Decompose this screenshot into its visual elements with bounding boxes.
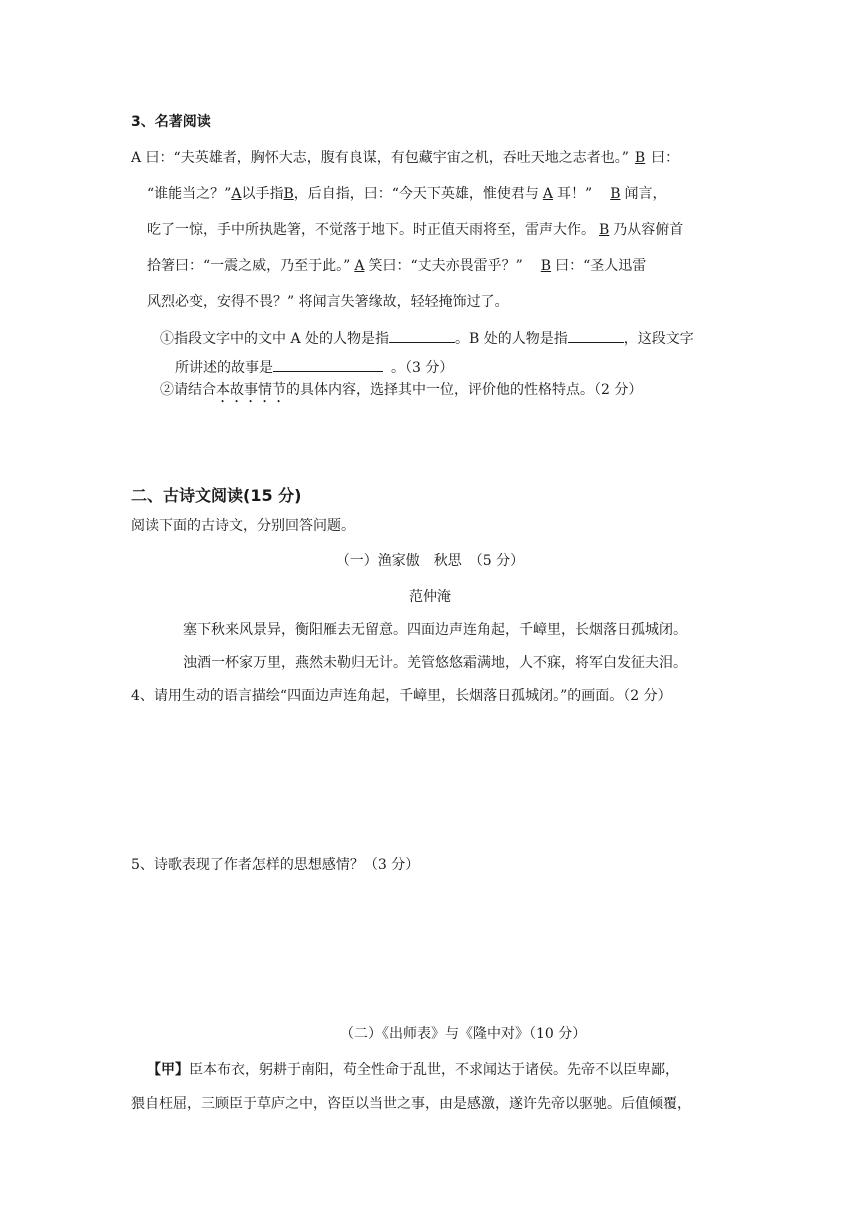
section-2-heading: 二、古诗文阅读(15 分) <box>131 486 302 505</box>
q3-passage-text: 曰：“圣人迅雷 <box>555 258 647 274</box>
jia-text: 臣本布衣，躬耕于南阳，苟全性命于乱世，不求闻达于诸侯。先帝不以臣卑鄙， <box>189 1062 679 1078</box>
q3-subquestion-1-cont <box>175 357 453 378</box>
q3-sub1-text: 。（3 分） <box>391 360 454 376</box>
passage-jia-line-1 <box>147 1060 679 1080</box>
q3-passage-text: 吃了一惊，手中所执匙箸，不觉落于地下。时正值天雨将至，雷声大作。 <box>147 222 595 238</box>
q3-subquestion-1 <box>160 328 694 349</box>
poem-author: 范仲淹 <box>409 589 451 605</box>
answer-blank-b[interactable] <box>568 328 624 343</box>
label-b: B <box>599 222 610 238</box>
q3-subquestion-2 <box>160 380 642 406</box>
label-b: B <box>283 186 294 202</box>
answer-blank-story[interactable] <box>273 357 383 372</box>
q3-sub1-text: ，这段文字 <box>623 331 694 347</box>
q3-sub2-text: 的具体内容，选择其中一位，评价他的性格特点。（2 分） <box>286 382 643 398</box>
q3-passage-text: 曰： <box>651 150 680 166</box>
q3-sub1-text: 。B 处的人物是指 <box>455 331 568 347</box>
poem-line-2: 浊酒一杯家万里，燕然未勒归无计。羌管悠悠霜满地，人不寐，将军白发征夫泪。 <box>183 655 687 671</box>
q3-passage-line-4 <box>147 256 646 276</box>
section-2-intro: 阅读下面的古诗文，分别回答问题。 <box>131 518 355 534</box>
q3-passage-text: 乃从容俯首 <box>613 222 684 238</box>
q3-passage-line-5: 风烈必变，安得不畏？” 将闻言失箸缘故，轻轻掩饰过了。 <box>147 294 509 310</box>
poem-line-1: 塞下秋来风景异，衡阳雁去无留意。四面边声连角起，千嶂里，长烟落日孤城闭。 <box>183 622 687 638</box>
q3-passage-text: “谁能当之？” <box>147 186 232 202</box>
q3-sub2-text: ②请结合 <box>160 382 216 398</box>
q3-passage-text: 耳！” <box>557 186 593 202</box>
label-b: B <box>540 258 552 274</box>
q3-sub1-text: 所讲述的故事是 <box>175 360 273 376</box>
q3-passage-text: ，后自指，曰：“今天下英雄，惟使君与 <box>293 186 539 202</box>
label-a: A <box>354 258 365 274</box>
part-2-title: （二）《出师表》与《隆中对》（10 分） <box>340 1026 587 1042</box>
jia-label: 【甲】 <box>147 1062 189 1078</box>
q3-passage-line-3 <box>147 220 683 240</box>
label-a: A <box>231 186 242 202</box>
poem-title: （一）渔家傲 秋思 （5 分） <box>335 553 525 569</box>
q3-passage-text: 以手指 <box>241 186 284 202</box>
q3-title: 3、名著阅读 <box>131 114 211 130</box>
emphasized-text: 本故事情节 <box>216 382 286 398</box>
q3-passage-line-1 <box>131 148 679 168</box>
passage-jia-line-2: 猥自枉屈，三顾臣于草庐之中，咨臣以当世之事，由是感激，遂许先帝以驱驰。后值倾覆， <box>131 1096 691 1112</box>
q3-passage-text: 拾箸曰：“一震之威，乃至于此。” <box>147 258 351 274</box>
label-b: B <box>634 150 646 166</box>
label-a: A <box>542 186 554 202</box>
q3-passage-line-2 <box>147 184 667 204</box>
label-b: B <box>610 186 621 202</box>
q3-passage-text: 笑曰：“丈夫亦畏雷乎？” <box>368 258 523 274</box>
q3-sub1-text: ①指段文字中的文中 A 处的人物是指 <box>160 331 390 347</box>
question-5: 5、诗歌表现了作者怎样的思想感情？（3 分） <box>131 857 420 873</box>
answer-blank-a[interactable] <box>389 328 455 343</box>
question-4: 4、请用生动的语言描绘“四面边声连角起，千嶂里，长烟落日孤城闭。”的画面。（2 分） <box>131 688 672 704</box>
q3-passage-text: 闻言， <box>624 186 667 202</box>
q3-passage-text: A 曰：“夫英雄者，胸怀大志，腹有良谋，有包藏宇宙之机，吞吐天地之志者也。” <box>131 150 629 166</box>
